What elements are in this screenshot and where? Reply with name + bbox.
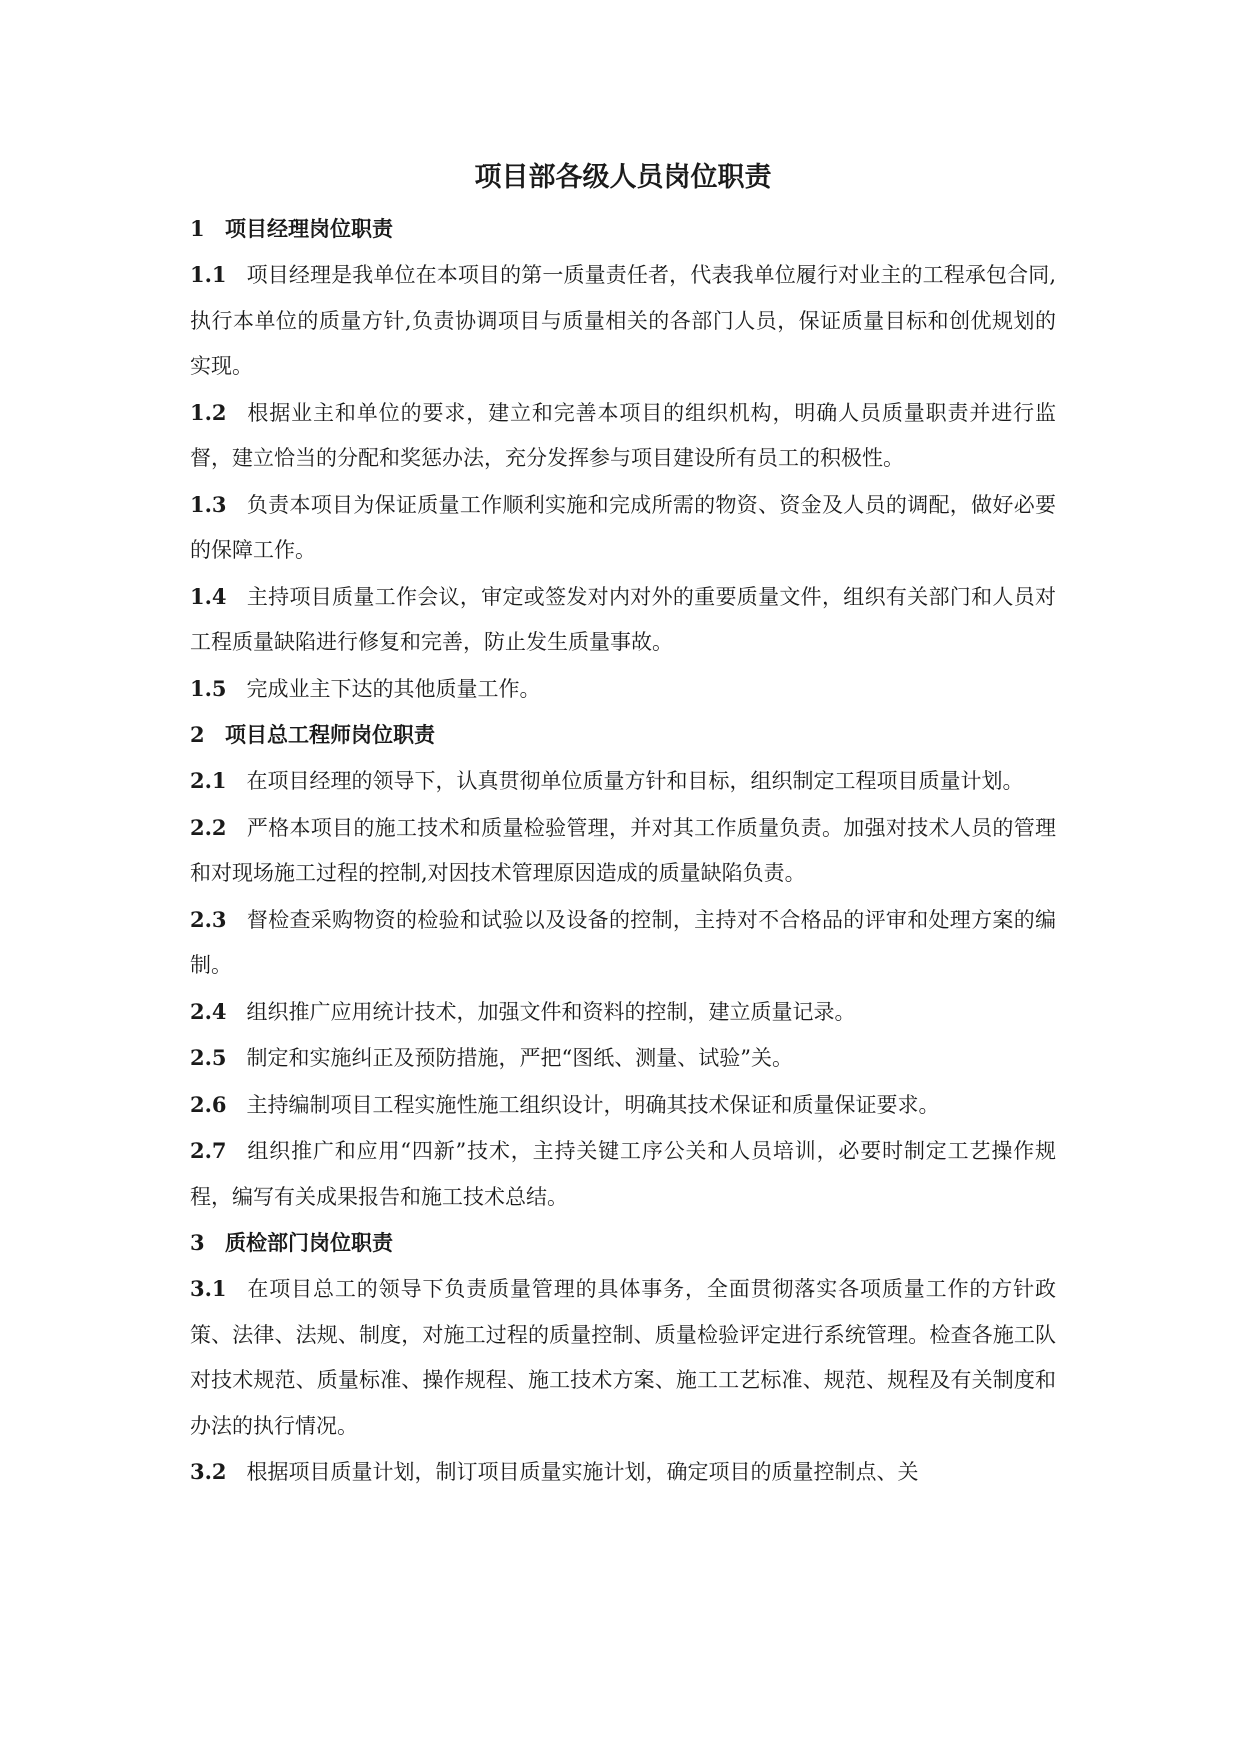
clause-text: 主持项目质量工作会议，审定或签发对内对外的重要质量文件，组织有关部门和人员对工程质量缺陷进行修复和完善，防止发生质量事故。 xyxy=(190,584,1056,654)
clause-paragraph xyxy=(190,390,1056,482)
clause-number: 1.5 xyxy=(190,675,227,701)
clause-text: 负责本项目为保证质量工作顺利实施和完成所需的物资、资金及人员的调配，做好必要的保障工作。 xyxy=(190,492,1056,562)
section-title: 质检部门岗位职责 xyxy=(225,1230,393,1255)
clause-text: 严格本项目的施工技术和质量检验管理，并对其工作质量负责。加强对技术人员的管理和对现场施工过程的控制,对因技术管理原因造成的质量缺陷负责。 xyxy=(190,815,1056,885)
clause-paragraph xyxy=(190,758,1056,805)
section-number: 3 xyxy=(190,1230,205,1255)
clause-text: 根据项目质量计划，制订项目质量实施计划，确定项目的质量控制点、关 xyxy=(246,1460,919,1484)
section-number: 2 xyxy=(190,722,205,747)
clause-number: 1.2 xyxy=(190,399,227,425)
clause-paragraph xyxy=(190,1035,1056,1082)
clause-number: 2.3 xyxy=(190,906,227,932)
clause-number: 3.2 xyxy=(190,1459,227,1484)
clause-text: 在项目总工的领导下负责质量管理的具体事务，全面贯彻落实各项质量工作的方针政策、法律、法规、制度，对施工过程的质量控制、质量检验评定进行系统管理。检查各施工队对技术规范、质量标准、操作规程、施工技术方案、施工工艺标准、规范、规程及有关制度和办法的执行情况。 xyxy=(190,1277,1056,1438)
clause-text: 组织推广和应用“四新”技术，主持关键工序公关和人员培训，必要时制定工艺操作规程，编写有关成果报告和施工技术总结。 xyxy=(190,1139,1056,1209)
clause-number: 2.5 xyxy=(190,1045,227,1070)
clause-paragraph xyxy=(190,574,1056,666)
clause-number: 1.4 xyxy=(190,583,227,609)
clause-number: 2.7 xyxy=(190,1138,227,1163)
clause-paragraph xyxy=(190,989,1056,1036)
clause-number: 2.1 xyxy=(190,768,227,793)
clause-text: 主持编制项目工程实施性施工组织设计，明确其技术保证和质量保证要求。 xyxy=(246,1092,940,1117)
clause-paragraph xyxy=(190,1266,1056,1449)
clause-text: 组织推广应用统计技术，加强文件和资料的控制，建立质量记录。 xyxy=(246,999,856,1024)
clause-paragraph xyxy=(190,805,1056,897)
section-heading xyxy=(190,712,1056,758)
document-page xyxy=(190,140,1056,1496)
clause-number: 2.6 xyxy=(190,1091,227,1117)
clause-number: 2.4 xyxy=(190,998,227,1024)
document-title: 项目部各级人员岗位职责 xyxy=(474,162,772,193)
clause-paragraph xyxy=(190,1128,1056,1220)
clause-paragraph xyxy=(190,1082,1056,1129)
clause-paragraph xyxy=(190,252,1056,390)
clause-text: 在项目经理的领导下，认真贯彻单位质量方针和目标，组织制定工程项目质量计划。 xyxy=(246,769,1024,793)
section-heading xyxy=(190,1220,1056,1266)
clause-text: 完成业主下达的其他质量工作。 xyxy=(246,676,541,701)
clause-number: 1.3 xyxy=(190,491,227,517)
section-number: 1 xyxy=(190,216,205,241)
clause-paragraph xyxy=(190,666,1056,713)
clause-number: 2.2 xyxy=(190,814,227,840)
clause-text: 督检查采购物资的检验和试验以及设备的控制，主持对不合格品的评审和处理方案的编制。 xyxy=(190,907,1056,977)
clause-paragraph xyxy=(190,897,1056,989)
section-title: 项目总工程师岗位职责 xyxy=(225,722,435,747)
section-title: 项目经理岗位职责 xyxy=(225,216,393,241)
clause-text: 项目经理是我单位在本项目的第一质量责任者，代表我单位履行对业主的工程承包合同,执行本单位的质量方针,负责协调项目与质量相关的各部门人员，保证质量目标和创优规划的实现。 xyxy=(190,263,1056,378)
clause-paragraph xyxy=(190,482,1056,574)
clause-number: 1.1 xyxy=(190,262,227,287)
clause-number: 3.1 xyxy=(190,1276,227,1301)
clause-text: 制定和实施纠正及预防措施，严把“图纸、测量、试验”关。 xyxy=(246,1046,794,1070)
clause-text: 根据业主和单位的要求，建立和完善本项目的组织机构，明确人员质量职责并进行监督，建立恰当的分配和奖惩办法，充分发挥参与项目建设所有员工的积极性。 xyxy=(190,400,1056,470)
section-heading xyxy=(190,206,1056,252)
clause-paragraph xyxy=(190,1449,1056,1496)
